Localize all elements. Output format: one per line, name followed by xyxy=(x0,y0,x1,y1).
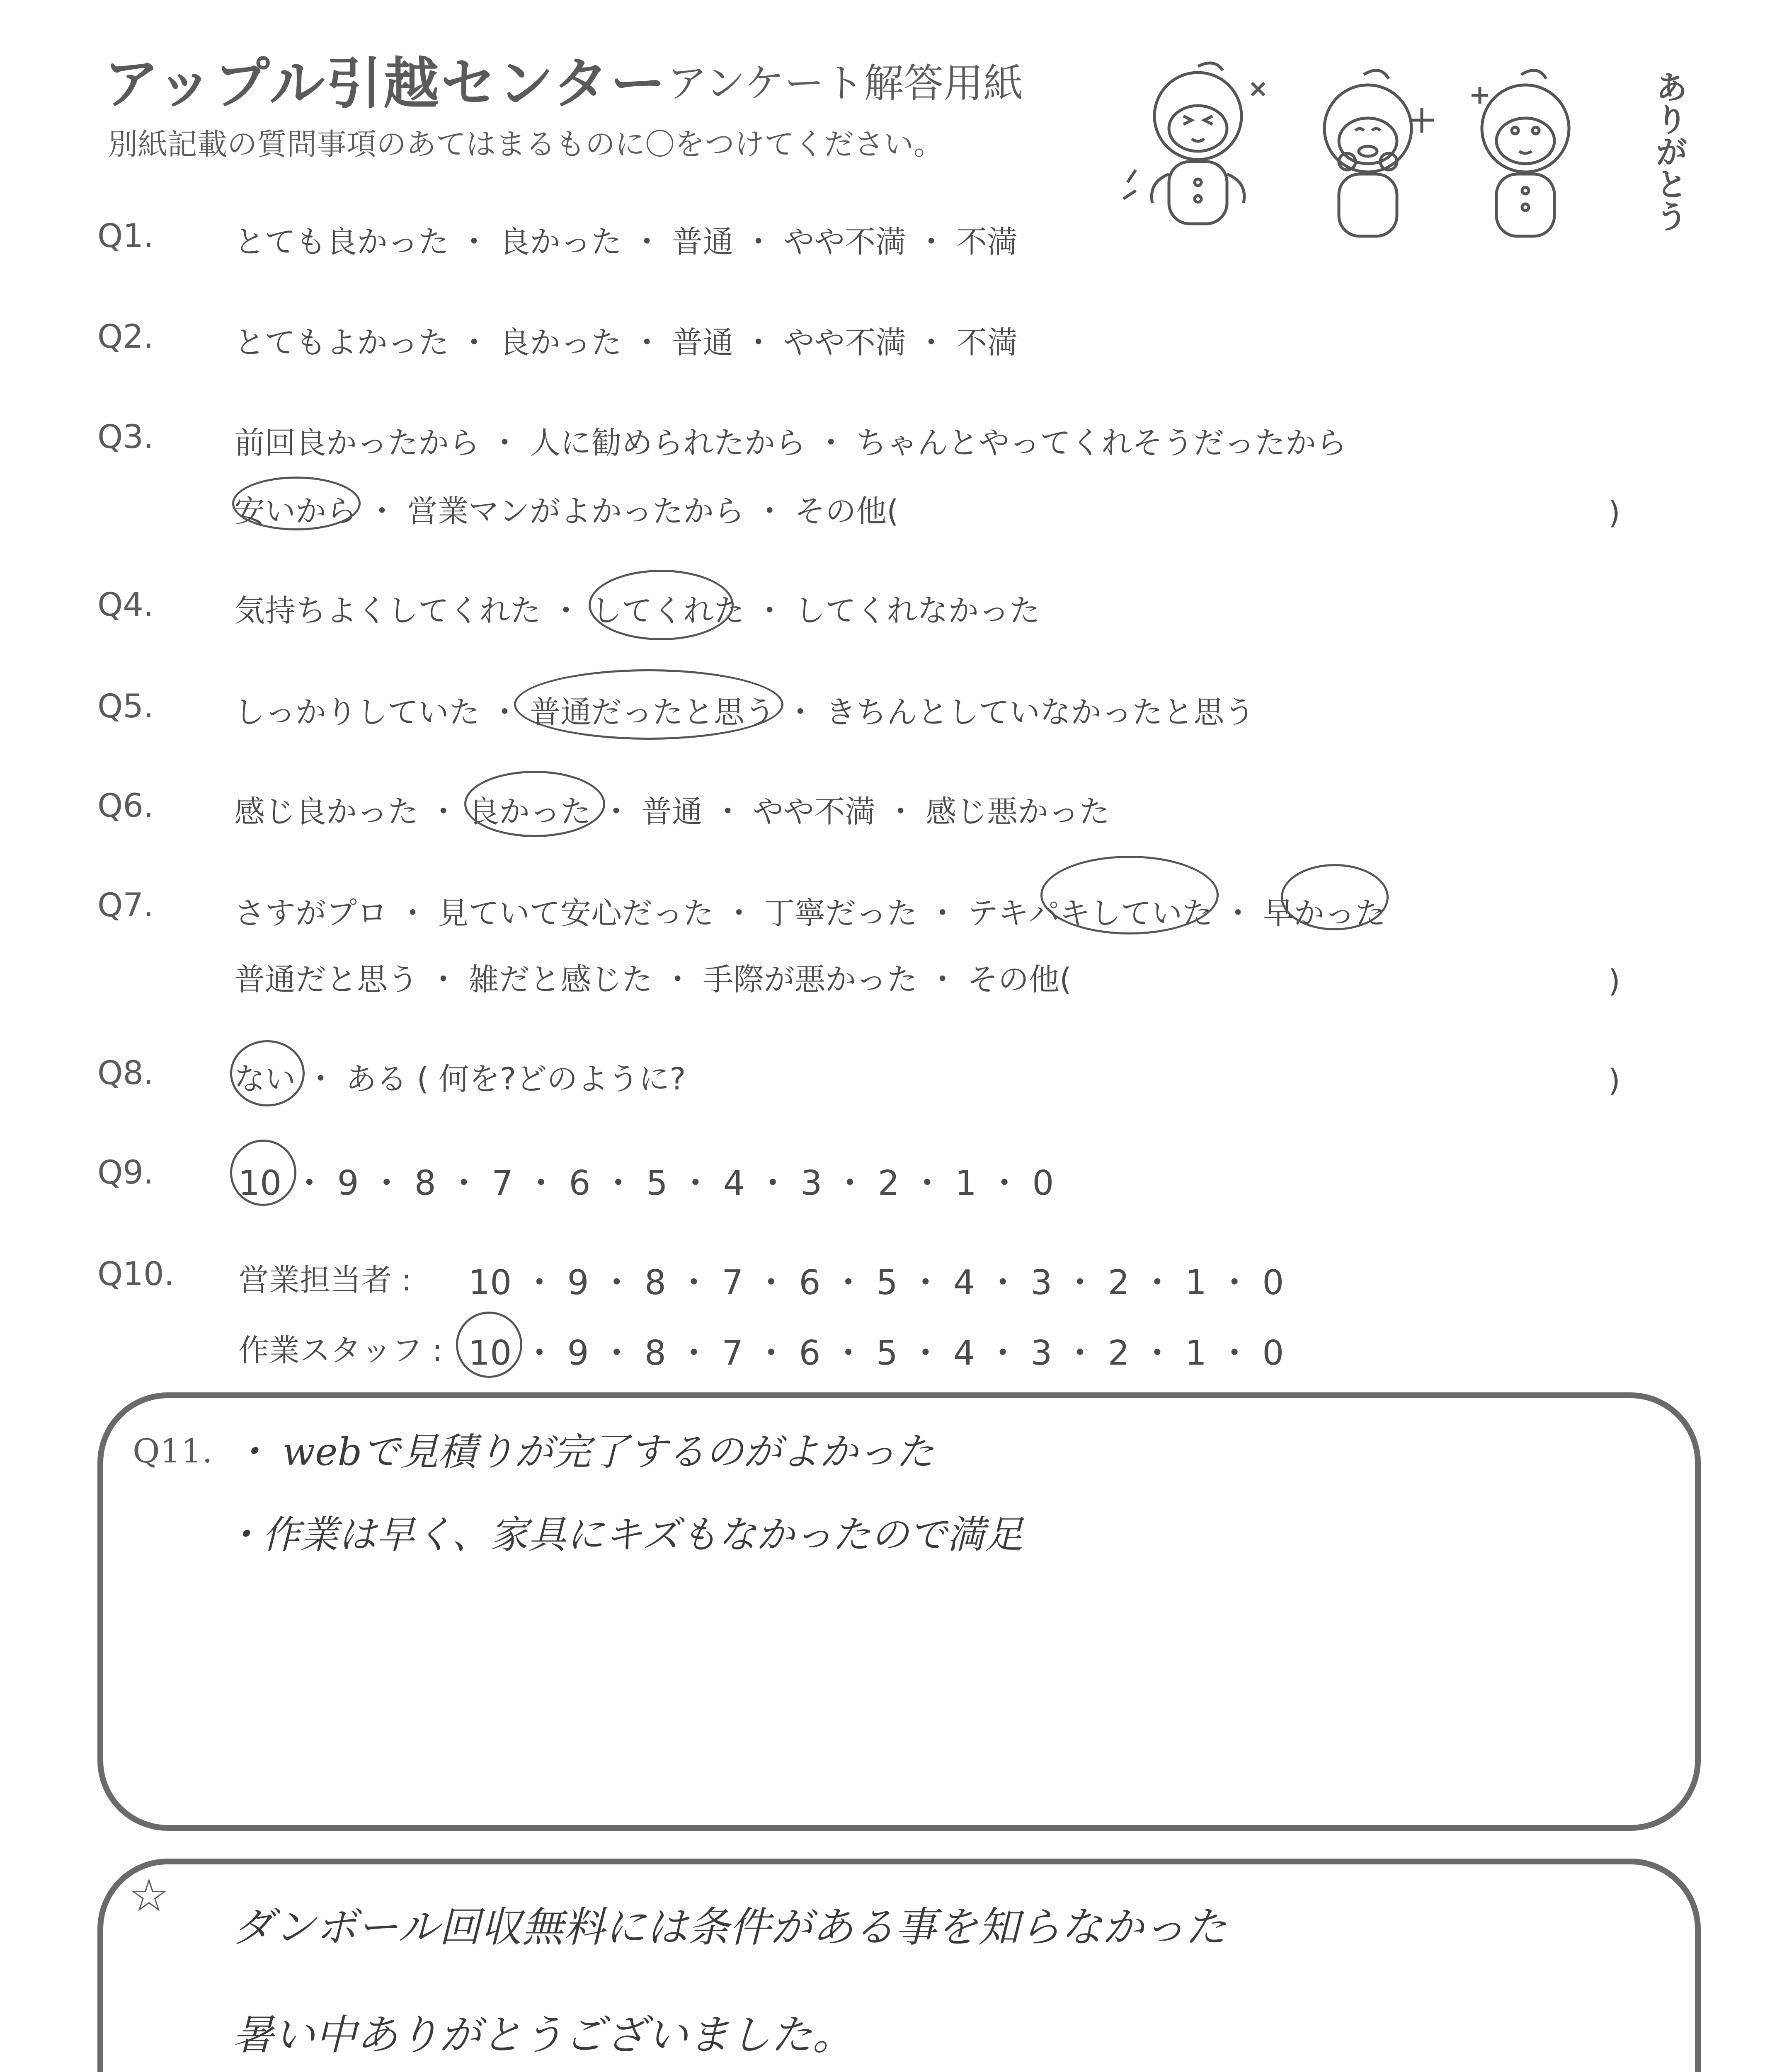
q10-staff-scale: 10 ・ 9 ・ 8 ・ 7 ・ 6 ・ 5 ・ 4 ・ 3 ・ 2 ・ 1 ・ 0 xyxy=(468,1334,1284,1373)
monkey-mascots-illustration xyxy=(1115,58,1695,274)
q9-scale: 10 ・ 9 ・ 8 ・ 7 ・ 6 ・ 5 ・ 4 ・ 3 ・ 2 ・ 1 ・ 0 xyxy=(238,1164,1054,1203)
q8-close-paren: ) xyxy=(1608,1063,1620,1099)
q3-answer-circle xyxy=(232,477,361,530)
free-comment-line1: ダンボール回収無料には条件がある事を知らなかった xyxy=(232,1903,1227,1951)
q9-answer-circle xyxy=(230,1140,296,1206)
q3-close-paren: ) xyxy=(1608,495,1620,531)
q5-label: Q5. xyxy=(97,688,154,725)
q8-options: ない ・ ある ( 何を?どのように? xyxy=(234,1061,686,1097)
q3-options-line2: 安いから ・ 営業マンがよかったから ・ その他( xyxy=(234,494,899,529)
form-subtitle: アンケート解答用紙 xyxy=(667,60,1023,107)
form-title: アップル引越センター xyxy=(104,51,667,116)
q7-options-line2: 普通だと思う ・ 雑だと感じた ・ 手際が悪かった ・ その他( xyxy=(234,962,1072,997)
q3-options-line1: 前回良かったから ・ 人に勧められたから ・ ちゃんとやってくれそうだったから xyxy=(234,425,1347,461)
form-instruction: 別紙記載の質問事項のあてはまるものに〇をつけてください。 xyxy=(108,127,944,162)
q3-label: Q3. xyxy=(97,419,154,456)
q5-options: しっかりしていた ・ 普通だったと思う ・ きちんとしていなかったと思う xyxy=(234,695,1255,730)
q8-answer-circle xyxy=(230,1040,305,1106)
q4-options: 気持ちよくしてくれた ・ してくれた ・ してくれなかった xyxy=(234,593,1040,629)
q2-label: Q2. xyxy=(97,318,154,356)
q1-options: とても良かった ・ 良かった ・ 普通 ・ やや不満 ・ 不満 xyxy=(234,224,1018,260)
q6-options: 感じ良かった ・ 良かった ・ 普通 ・ やや不満 ・ 感じ悪かった xyxy=(234,794,1110,830)
q10-sales-label: 営業担当者 : xyxy=(238,1262,412,1298)
q4-label: Q4. xyxy=(97,586,154,624)
q10-staff-label: 作業スタッフ : xyxy=(238,1333,443,1368)
mascot-caption: ありがとう xyxy=(1650,70,1687,232)
q7-answer-circle-hayakatta xyxy=(1281,864,1389,930)
q8-label: Q8. xyxy=(97,1055,154,1092)
q7-answer-circle-tekipaki xyxy=(1040,856,1219,934)
q6-answer-circle xyxy=(464,771,605,837)
star-icon: ☆ xyxy=(128,1869,170,1922)
q11-comment-line1: ・ webで見積りが完了するのがよかった xyxy=(232,1430,934,1474)
q2-options: とてもよかった ・ 良かった ・ 普通 ・ やや不満 ・ 不満 xyxy=(234,325,1018,361)
q10-staff-answer-circle xyxy=(456,1312,522,1378)
q7-options-line1: さすがプロ ・ 見ていて安心だった ・ 丁寧だった ・ テキパキしていた ・ 早かった xyxy=(234,896,1386,931)
q7-close-paren: ) xyxy=(1608,963,1620,999)
q5-answer-circle xyxy=(514,669,783,740)
q7-label: Q7. xyxy=(97,887,154,924)
free-comment-line2: 暑い中ありがとうございました。 xyxy=(232,2011,854,2059)
q4-answer-circle xyxy=(589,570,734,640)
q11-label: Q11. xyxy=(133,1432,213,1470)
q10-label: Q10. xyxy=(97,1256,175,1293)
q9-label: Q9. xyxy=(97,1154,154,1191)
q11-comment-line2: ・作業は早く、家具にキズもなかったので満足 xyxy=(224,1513,1023,1557)
q1-label: Q1. xyxy=(97,218,154,255)
q10-sales-scale: 10 ・ 9 ・ 8 ・ 7 ・ 6 ・ 5 ・ 4 ・ 3 ・ 2 ・ 1 ・ 0 xyxy=(468,1263,1284,1302)
q6-label: Q6. xyxy=(97,787,154,825)
